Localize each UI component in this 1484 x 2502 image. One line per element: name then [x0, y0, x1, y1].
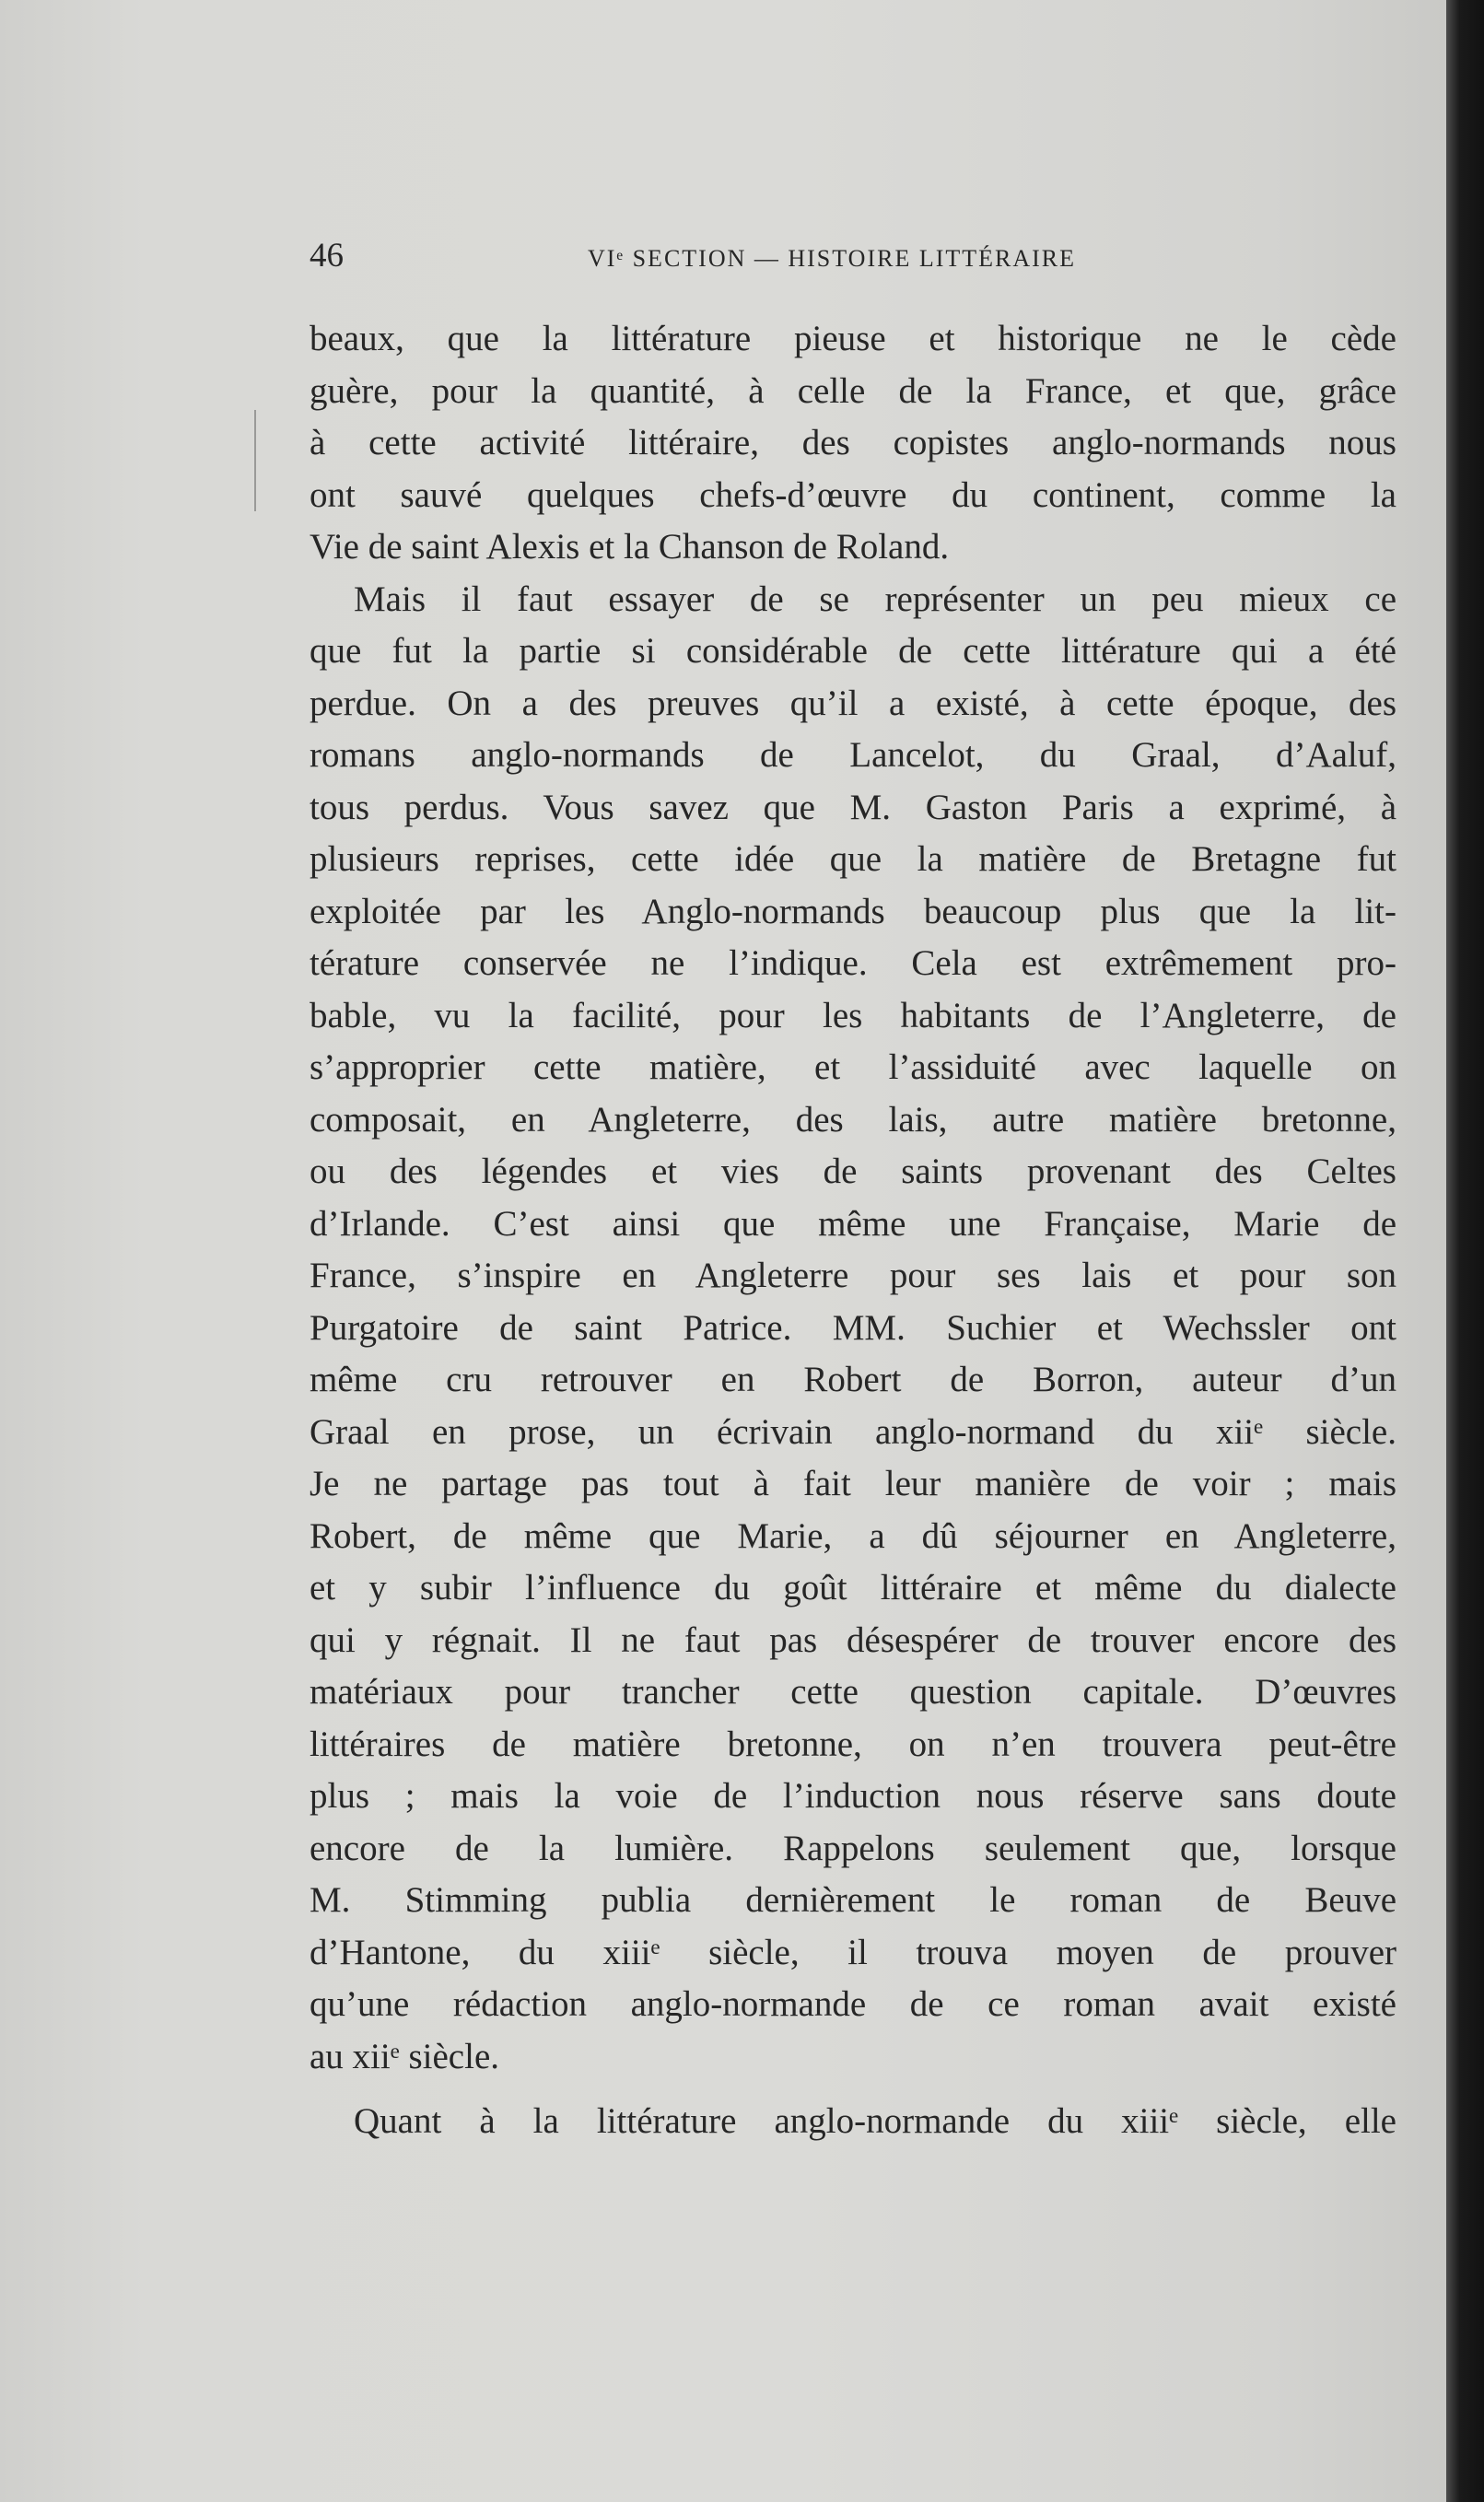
book-gutter-shadow — [1446, 0, 1484, 2502]
text-line: d’Irlande. C’est ainsi que même une Française, Marie de — [310, 1203, 1396, 1244]
text-line: littéraires de matière bretonne, on n’en trouvera peut-être — [310, 1724, 1396, 1764]
text-line: beaux, que la littérature pieuse et historique ne le cède — [310, 319, 1396, 358]
paragraph-start: Mais il faut essayer de se représenter un peu mieux ce — [354, 579, 1396, 619]
text-line: même cru retrouver en Robert de Borron, auteur d’un — [310, 1360, 1396, 1399]
text-line: au xiiᵉ siècle. — [310, 2036, 500, 2076]
text-line: exploitée par les Anglo-normands beaucoup plus que la lit- — [310, 891, 1396, 931]
text-line: bable, vu la facilité, pour les habitants de l’Angleterre, de — [310, 995, 1396, 1035]
text-line: France, s’inspire en Angleterre pour ses lais et pour son — [310, 1256, 1396, 1295]
text-line: Purgatoire de saint Patrice. MM. Suchier et Wechssler ont — [310, 1307, 1396, 1348]
text-line: plusieurs reprises, cette idée que la matière de Bretagne fut — [310, 839, 1396, 879]
text-line: Vie de saint Alexis et la Chanson de Roland. — [310, 527, 950, 567]
text-line: Graal en prose, un écrivain anglo-normand du xiiᵉ siècle. — [310, 1411, 1396, 1452]
body-text — [310, 313, 1396, 2148]
text-line: d’Hantone, du xiiiᵉ siècle, il trouva moyen de prouver — [310, 1932, 1396, 1972]
text-line: térature conservée ne l’indique. Cela est extrêmement pro- — [310, 943, 1396, 983]
margin-mark — [254, 410, 256, 511]
paragraph-start: Quant à la littérature anglo-normande du xiiiᵉ siècle, elle — [354, 2101, 1396, 2141]
text-line: s’approprier cette matière, et l’assiduité avec laquelle on — [310, 1047, 1396, 1087]
text-line: qui y régnait. Il ne faut pas désespérer de trouver encore des — [310, 1619, 1396, 1660]
text-line: à cette activité littéraire, des copistes anglo-normands nous — [310, 423, 1396, 462]
text-line: tous perdus. Vous savez que M. Gaston Paris a exprimé, à — [310, 787, 1396, 827]
text-line: composait, en Angleterre, des lais, autre matière bretonne, — [310, 1099, 1396, 1140]
text-line: que fut la partie si considérable de cette littérature qui a été — [310, 631, 1396, 671]
text-line: M. Stimming publia dernièrement le roman de Beuve — [310, 1880, 1396, 1920]
page-number: 46 — [310, 237, 344, 275]
text-line: guère, pour la quantité, à celle de la France, et que, grâce — [310, 370, 1396, 411]
text-line: ou des légendes et vies de saints provenant des Celtes — [310, 1152, 1396, 1191]
page-header — [310, 236, 1396, 291]
text-line: Robert, de même que Marie, a dû séjourner en Angleterre, — [310, 1515, 1396, 1556]
text-line: et y subir l’influence du goût littéraire et même du dialecte — [310, 1568, 1396, 1608]
text-line: matériaux pour trancher cette question capitale. D’œuvres — [310, 1672, 1396, 1712]
text-line: qu’une rédaction anglo-normande de ce roman avait existé — [310, 1984, 1396, 2024]
running-head: VIᵉ SECTION — HISTOIRE LITTÉRAIRE — [588, 245, 1077, 272]
text-line: plus ; mais la voie de l’induction nous réserve sans doute — [310, 1776, 1396, 1816]
text-line: ont sauvé quelques chefs-d’œuvre du continent, comme la — [310, 474, 1396, 515]
text-line: romans anglo-normands de Lancelot, du Graal, d’Aaluf, — [310, 735, 1396, 775]
text-line: Je ne partage pas tout à fait leur manière de voir ; mais — [310, 1464, 1396, 1503]
text-line: perdue. On a des preuves qu’il a existé, à cette époque, des — [310, 683, 1396, 723]
text-line: encore de la lumière. Rappelons seulement que, lorsque — [310, 1828, 1396, 1868]
